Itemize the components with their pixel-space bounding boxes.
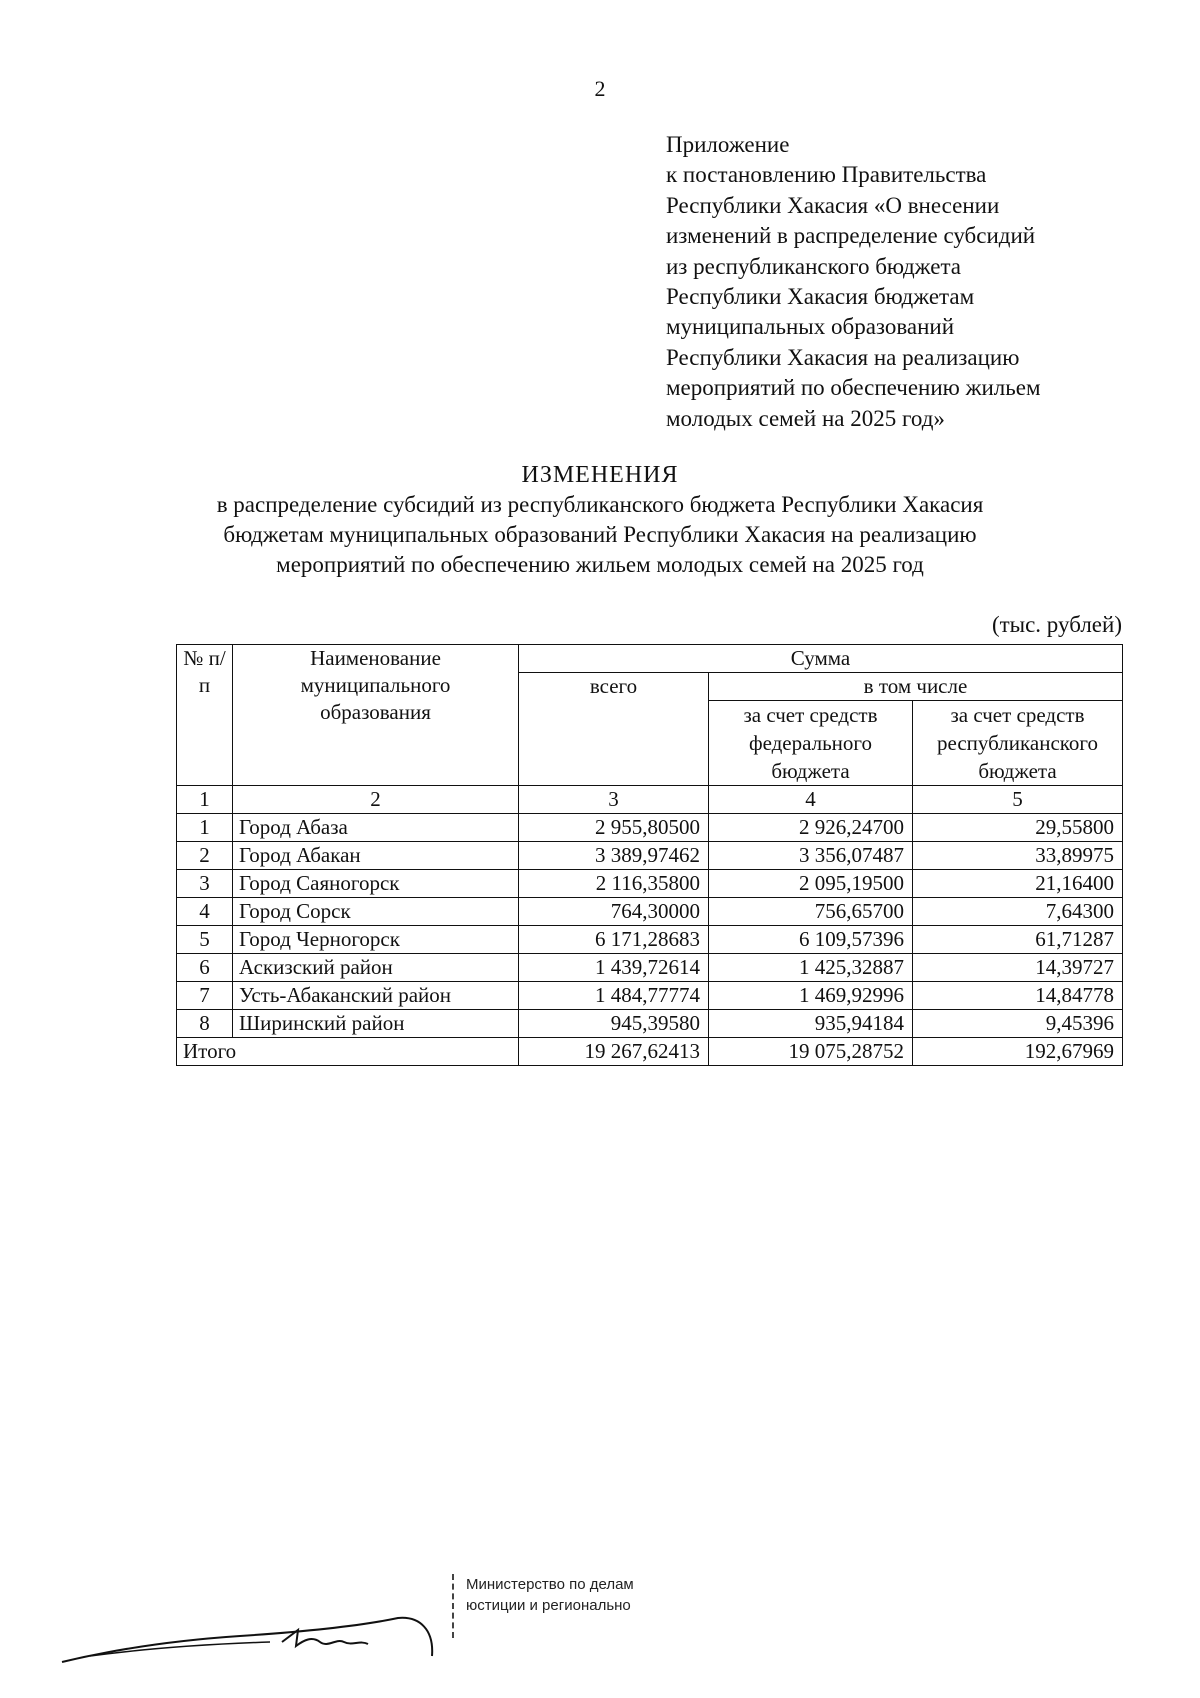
row-republic: 21,16400	[913, 870, 1123, 898]
title-line: мероприятий по обеспечению жильем молодых семей на 2025 год	[276, 552, 924, 577]
page-number: 2	[594, 76, 606, 101]
row-num: 2	[177, 842, 233, 870]
appendix-line: муниципальных образований	[666, 314, 955, 340]
stamp-line: юстиции и регионально	[466, 1597, 631, 1614]
column-number: 1	[177, 786, 233, 814]
row-name: Город Саяногорск	[233, 870, 519, 898]
header-name: Наименование муниципального образования	[233, 645, 519, 786]
table-row	[177, 814, 1123, 842]
row-republic: 61,71287	[913, 926, 1123, 954]
appendix-line: Республики Хакасия «О внесении	[666, 192, 1000, 218]
column-number: 5	[913, 786, 1123, 814]
row-num: 3	[177, 870, 233, 898]
row-num: 8	[177, 1010, 233, 1038]
row-federal: 6 109,57396	[709, 926, 913, 954]
summary-republic: 192,67969	[913, 1038, 1123, 1066]
appendix-line: Республики Хакасия на реализацию	[666, 344, 1020, 370]
column-number: 2	[233, 786, 519, 814]
header-federal: за счет средств федерального бюджета	[709, 701, 913, 786]
header-row	[177, 645, 1123, 673]
table-row	[177, 954, 1123, 982]
row-name: Усть-Абаканский район	[233, 982, 519, 1010]
appendix-line: молодых семей на 2025 год»	[666, 405, 945, 431]
units-note: (тыс. рублей)	[991, 612, 1122, 637]
row-total: 2 116,35800	[519, 870, 709, 898]
row-total: 1 484,77774	[519, 982, 709, 1010]
row-federal: 1 469,92996	[709, 982, 913, 1010]
row-num: 1	[177, 814, 233, 842]
table-row	[177, 898, 1123, 926]
appendix-line: Республики Хакасия бюджетам	[666, 284, 975, 310]
table-row	[177, 842, 1123, 870]
row-republic: 14,39727	[913, 954, 1123, 982]
row-name: Аскизский район	[233, 954, 519, 982]
summary-row	[177, 1038, 1123, 1066]
row-total: 945,39580	[519, 1010, 709, 1038]
summary-total: 19 267,62413	[519, 1038, 709, 1066]
appendix-line: мероприятий по обеспечению жильем	[666, 375, 1041, 401]
row-federal: 935,94184	[709, 1010, 913, 1038]
summary-federal: 19 075,28752	[709, 1038, 913, 1066]
header-including: в том числе	[709, 673, 1123, 701]
column-number: 3	[519, 786, 709, 814]
registration-stamp	[452, 1574, 666, 1638]
row-federal: 3 356,07487	[709, 842, 913, 870]
row-name: Город Абаза	[233, 814, 519, 842]
row-num: 6	[177, 954, 233, 982]
row-name: Ширинский район	[233, 1010, 519, 1038]
column-number: 4	[709, 786, 913, 814]
stamp-line: Министерство по делам	[466, 1576, 634, 1593]
table-row	[177, 926, 1123, 954]
header-republic: за счет средств республиканского бюджета	[913, 701, 1123, 786]
title-heading: ИЗМЕНЕНИЯ	[521, 462, 679, 488]
table-row	[177, 870, 1123, 898]
allocation-table	[176, 644, 1123, 1066]
appendix-line: Приложение	[666, 132, 790, 157]
row-num: 7	[177, 982, 233, 1010]
row-federal: 756,65700	[709, 898, 913, 926]
appendix-line: изменений в распределение субсидий	[666, 223, 1036, 249]
row-total: 764,30000	[519, 898, 709, 926]
row-federal: 1 425,32887	[709, 954, 913, 982]
row-total: 2 955,80500	[519, 814, 709, 842]
row-name: Город Сорск	[233, 898, 519, 926]
header-sum: Сумма	[519, 645, 1123, 673]
row-num: 4	[177, 898, 233, 926]
header-total: всего	[519, 673, 709, 786]
document-title	[0, 460, 1200, 580]
title-line: в распределение субсидий из республиканского бюджета Республики Хакасия	[216, 492, 984, 517]
row-name: Город Черногорск	[233, 926, 519, 954]
handwritten-signature	[60, 1590, 440, 1670]
row-total: 6 171,28683	[519, 926, 709, 954]
row-republic: 7,64300	[913, 898, 1123, 926]
row-republic: 29,55800	[913, 814, 1123, 842]
row-republic: 9,45396	[913, 1010, 1123, 1038]
stamp-faded-line	[466, 1616, 666, 1637]
row-num: 5	[177, 926, 233, 954]
row-federal: 2 095,19500	[709, 870, 913, 898]
appendix-block	[666, 130, 1136, 434]
table-row	[177, 982, 1123, 1010]
row-republic: 14,84778	[913, 982, 1123, 1010]
summary-label: Итого	[177, 1038, 519, 1066]
title-line: бюджетам муниципальных образований Республики Хакасия на реализацию	[223, 522, 977, 547]
row-name: Город Абакан	[233, 842, 519, 870]
row-total: 1 439,72614	[519, 954, 709, 982]
appendix-line: к постановлению Правительства	[666, 162, 987, 188]
table-row	[177, 1010, 1123, 1038]
row-federal: 2 926,24700	[709, 814, 913, 842]
header-num: № п/п	[177, 645, 233, 786]
row-total: 3 389,97462	[519, 842, 709, 870]
column-number-row	[177, 786, 1123, 814]
row-republic: 33,89975	[913, 842, 1123, 870]
appendix-line: из республиканского бюджета	[666, 253, 961, 279]
